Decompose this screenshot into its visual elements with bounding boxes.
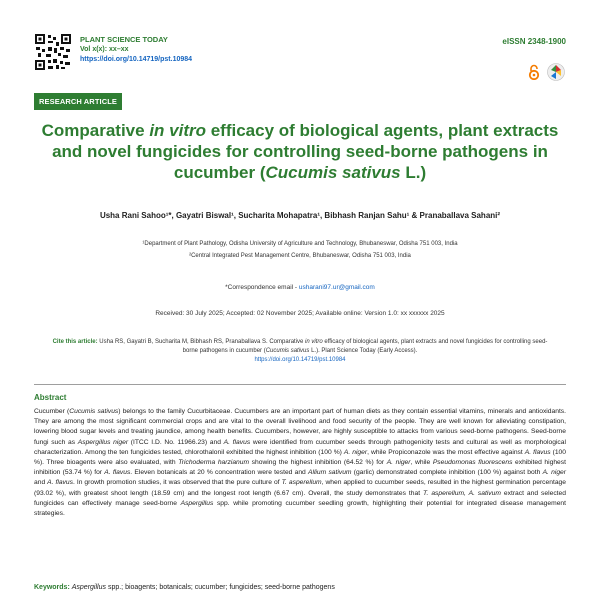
- journal-volume: Vol x(x): xx–xx: [80, 46, 129, 53]
- crossmark-icon[interactable]: [547, 63, 565, 81]
- article-type-badge: RESEARCH ARTICLE: [34, 93, 122, 110]
- citation-block: Cite this article: Usha RS, Gayatri B, Sucharita M, Bibhash RS, Pranaballava S. Comparative in vitro efficacy of biological agents, plant extracts and novel fungicides for controlling seed-borne pathogens in cucumber (Cucumis sativus L.). Plant Science Today (Early Access). https://doi.org/10.14719/pst.10984: [52, 339, 548, 363]
- qr-code-icon: [34, 33, 72, 71]
- correspondence-label: *Correspondence email -: [225, 284, 299, 291]
- doi-link[interactable]: https://doi.org/10.14719/pst.10984: [80, 56, 193, 63]
- affiliation-2: ²Central Integrated Pest Management Centre, Bhubaneswar, Odisha 751 003, India: [189, 253, 411, 259]
- citation-doi-link[interactable]: https://doi.org/10.14719/pst.10984: [254, 357, 346, 363]
- open-access-icon[interactable]: [528, 64, 540, 80]
- citation-label: Cite this article:: [52, 339, 98, 345]
- abstract-text: Cucumber (Cucumis sativus) belongs to the family Cucurbitaceae. Cucumbers are an important part of human diets as they contain essential vitamins, minerals and antioxidants. They are among the most significant commercial crops and are vital to the overall livelihood and food security of the people. They are well known for alleviating constipation, lowering blood sugar levels and treating jaundice, among health benefits. Cucumbers, however, are highly susceptible to attacks from various seed-borne pathogens. Seed-borne fungi such as Aspergillus niger (ITCC I.D. No. 11966.23) and A. flavus were identified from cucumber seeds through pathogenicity tests and cultural as well as morphological characterization. Among the ten fungicides tested, chlorothalonil exhibited the highest inhibition (100 %) A. niger, while Propiconazole was the most effective against A. flavus (100 %). Three bioagents were also evaluated, with Trichoderma harzianum showing the highest inhibition (64.52 %) for A. niger, while Pseudomonas fluorescens exhibited highest inhibition (53.74 %) for A. flavus. Eleven botanicals at 20 % concentration were tested and Allium sativum (garlic) demonstrated complete inhibition (100 %) against both A. niger and A. flavus. In growth promotion studies, it was observed that the pure culture of T. asperellum, when applied to cucumber seeds, resulted in the highest germination percentage (93.02 %), with greatest shoot length (18.59 cm) and the longest root length (6.67 cm). Overall, the study demonstrates that T. asperellum, A. sativum extract and selected fungicides can effectively manage seed-borne Aspergillus spp. while promoting cucumber seedling growth, highlighting their potential for integrated disease management strategies.: [34, 408, 567, 518]
- author-list: Usha Rani Sahoo¹*, Gayatri Biswal¹, Sucharita Mohapatra¹, Bibhash Ranjan Sahu¹ & Pranaballava Sahani²: [99, 211, 501, 220]
- correspondence-email-link[interactable]: usharani97.ur@gmail.com: [298, 284, 375, 291]
- abstract-heading: Abstract: [34, 393, 67, 402]
- journal-info: [80, 35, 192, 65]
- affiliation-1: ¹Department of Plant Pathology, Odisha University of Agriculture and Technology, Bhubaneswar, Odisha 751 003, India: [142, 241, 458, 247]
- article-dates: Received: 30 July 2025; Accepted: 02 November 2025; Available online: Version 1.0: xx xxxxxx 2025: [155, 310, 445, 317]
- article-title: Comparative in vitro efficacy of biological agents, plant extracts and novel fungicides for controlling seed-borne pathogens in cucumber (Cucumis sativus L.): [41, 121, 559, 182]
- keywords-label: Keywords:: [34, 584, 70, 591]
- divider: [34, 384, 566, 385]
- eissn: eISSN 2348-1900: [502, 37, 566, 46]
- journal-name: PLANT SCIENCE TODAY: [80, 35, 168, 44]
- correspondence: [40, 284, 560, 291]
- keywords: Keywords: Aspergillus spp.; bioagents; botanicals; cucumber; fungicides; seed-borne pathogens: [34, 584, 335, 591]
